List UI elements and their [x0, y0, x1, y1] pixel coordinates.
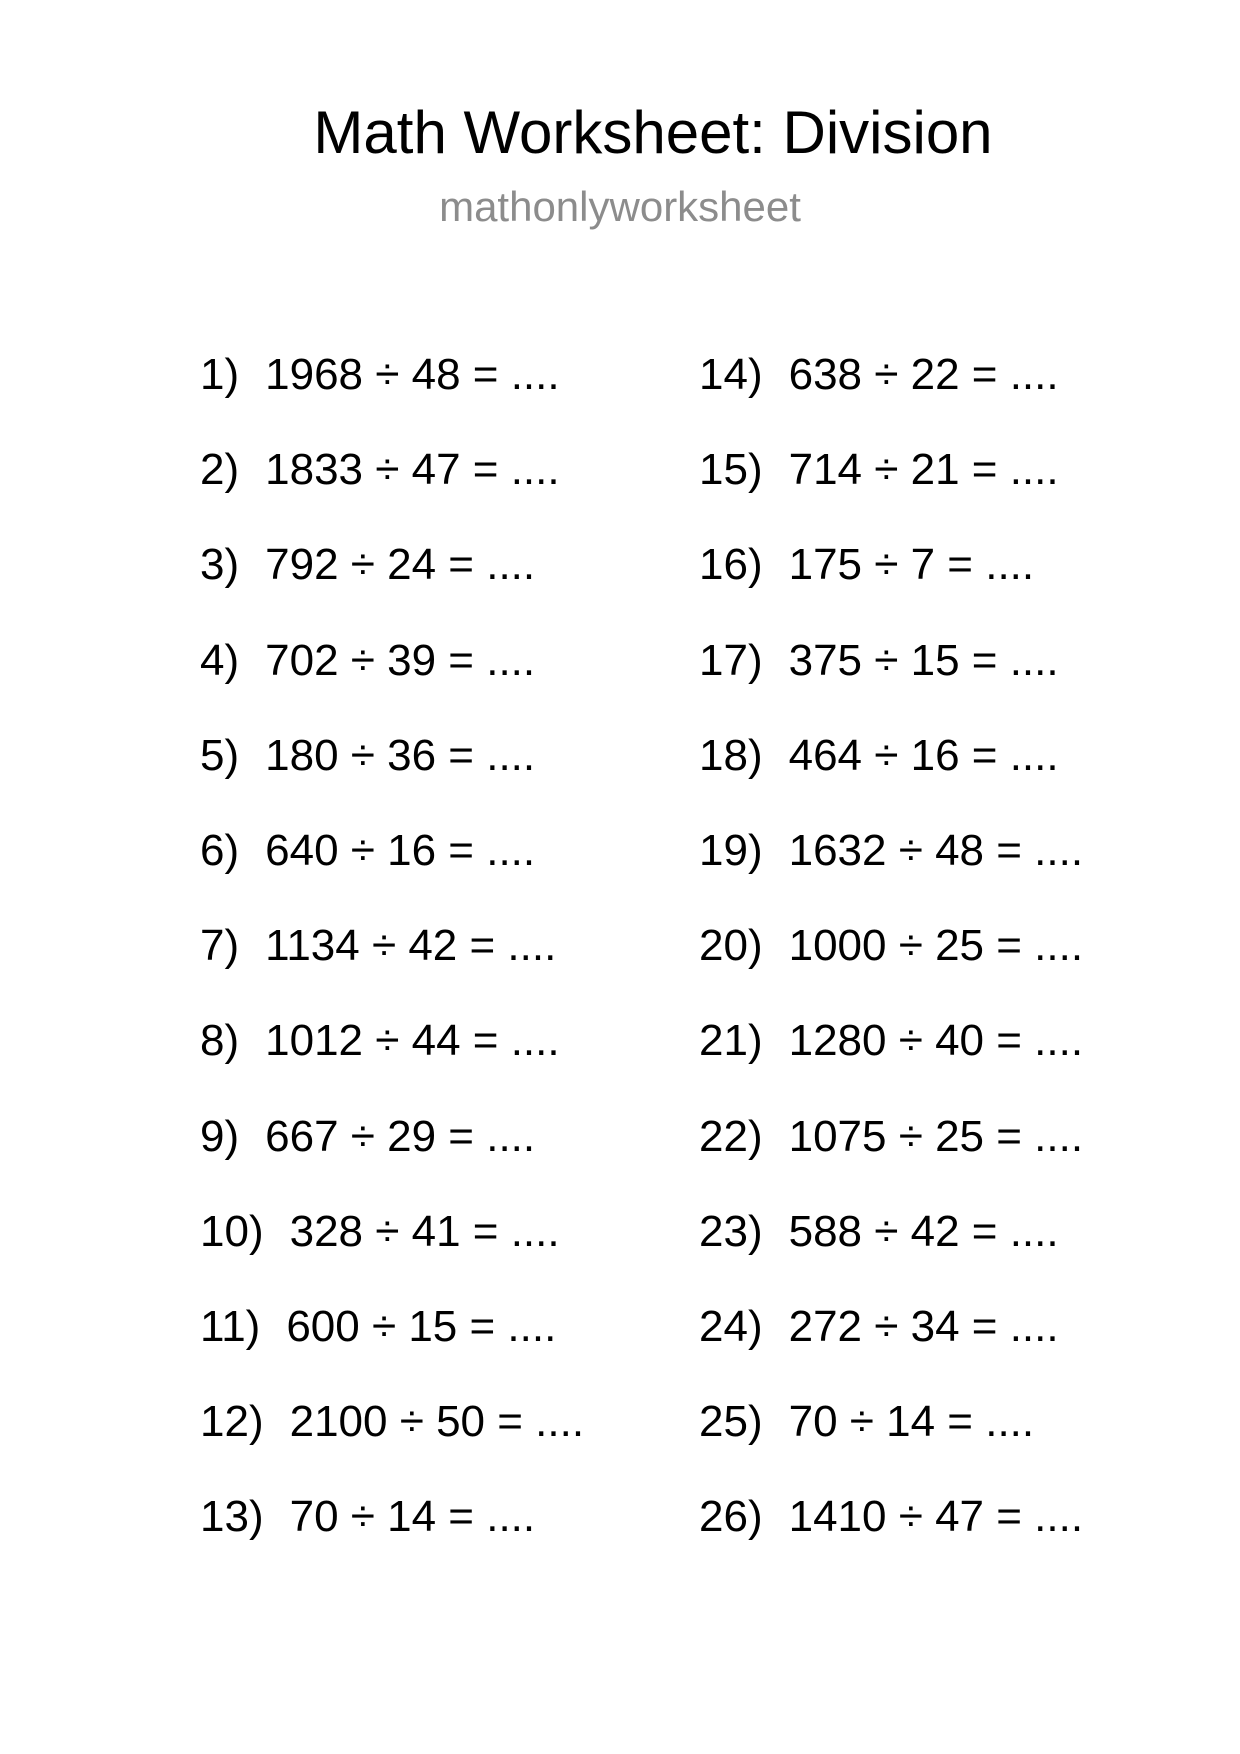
problem-item [200, 539, 660, 634]
problem-number: 25) [699, 1397, 763, 1447]
problem-number: 8) [200, 1016, 240, 1066]
problem-expression: 714 ÷ 21 = .... [788, 445, 1059, 495]
problem-item [200, 349, 660, 444]
problem-item [699, 1396, 1159, 1491]
problem-expression: 375 ÷ 15 = .... [788, 635, 1059, 685]
problem-column-left [200, 349, 660, 1586]
problem-expression: 70 ÷ 14 = .... [289, 1492, 536, 1542]
problem-number: 21) [699, 1016, 763, 1066]
problem-expression: 1134 ÷ 42 = .... [265, 921, 557, 971]
problem-item [200, 1111, 660, 1206]
problem-number: 12) [200, 1397, 264, 1447]
problem-number: 26) [699, 1492, 763, 1542]
problem-item [200, 1206, 660, 1301]
problem-item [699, 349, 1159, 444]
problem-item [200, 1491, 660, 1586]
problem-number: 2) [200, 445, 240, 495]
problem-expression: 1000 ÷ 25 = .... [788, 921, 1084, 971]
problem-item [699, 635, 1159, 730]
problem-item [699, 1111, 1159, 1206]
problem-expression: 180 ÷ 36 = .... [265, 730, 536, 780]
problem-number: 9) [200, 1111, 240, 1161]
problem-expression: 1075 ÷ 25 = .... [788, 1111, 1084, 1161]
problem-number: 23) [699, 1206, 763, 1256]
problem-item [699, 1206, 1159, 1301]
problem-expression: 702 ÷ 39 = .... [265, 635, 536, 685]
problem-number: 16) [699, 540, 763, 590]
problem-expression: 1833 ÷ 47 = .... [265, 445, 560, 495]
problem-expression: 70 ÷ 14 = .... [788, 1397, 1035, 1447]
problem-number: 5) [200, 730, 240, 780]
problem-expression: 272 ÷ 34 = .... [788, 1301, 1059, 1351]
problem-item [699, 539, 1159, 634]
problem-item [699, 825, 1159, 920]
problem-item [699, 920, 1159, 1015]
problem-item [699, 1491, 1159, 1586]
problem-number: 17) [699, 635, 763, 685]
problem-column-right [699, 349, 1159, 1586]
problem-expression: 2100 ÷ 50 = .... [289, 1397, 585, 1447]
problem-item [200, 444, 660, 539]
problem-item [200, 1396, 660, 1491]
problem-expression: 638 ÷ 22 = .... [788, 350, 1059, 399]
problem-number: 1) [200, 350, 240, 399]
problem-item [200, 825, 660, 920]
problem-item [200, 635, 660, 730]
problem-expression: 1968 ÷ 48 = .... [265, 350, 560, 399]
problem-expression: 1280 ÷ 40 = .... [788, 1016, 1084, 1066]
problem-item [699, 1015, 1159, 1110]
problem-number: 22) [699, 1111, 763, 1161]
problem-expression: 600 ÷ 15 = .... [286, 1301, 557, 1351]
problem-number: 13) [200, 1492, 264, 1542]
problem-number: 15) [699, 445, 763, 495]
page-subtitle: mathonlyworksheet [439, 183, 801, 230]
problem-item [699, 1301, 1159, 1396]
problem-number: 4) [200, 635, 240, 685]
problem-item [200, 1301, 660, 1396]
problem-number: 14) [699, 350, 763, 399]
problem-expression: 1012 ÷ 44 = .... [265, 1016, 560, 1066]
problem-expression: 588 ÷ 42 = .... [788, 1206, 1059, 1256]
problem-number: 6) [200, 825, 240, 875]
problem-item [699, 730, 1159, 825]
problem-expression: 464 ÷ 16 = .... [788, 730, 1059, 780]
problem-expression: 792 ÷ 24 = .... [265, 540, 536, 590]
problem-number: 11) [200, 1301, 261, 1351]
problem-number: 7) [200, 921, 240, 971]
problem-item [200, 920, 660, 1015]
problem-expression: 175 ÷ 7 = .... [788, 540, 1035, 590]
problem-item [699, 444, 1159, 539]
problem-expression: 328 ÷ 41 = .... [289, 1206, 560, 1256]
page-title: Math Worksheet: Division [313, 99, 993, 166]
problem-number: 10) [200, 1206, 264, 1256]
problem-expression: 667 ÷ 29 = .... [265, 1111, 536, 1161]
problem-number: 20) [699, 921, 763, 971]
problem-number: 3) [200, 540, 240, 590]
problem-expression: 1410 ÷ 47 = .... [788, 1492, 1084, 1542]
problem-number: 18) [699, 730, 763, 780]
problem-expression: 1632 ÷ 48 = .... [788, 825, 1084, 875]
problem-item [200, 1015, 660, 1110]
problem-expression: 640 ÷ 16 = .... [265, 825, 536, 875]
problem-number: 24) [699, 1301, 763, 1351]
problem-number: 19) [699, 825, 763, 875]
problem-item [200, 730, 660, 825]
